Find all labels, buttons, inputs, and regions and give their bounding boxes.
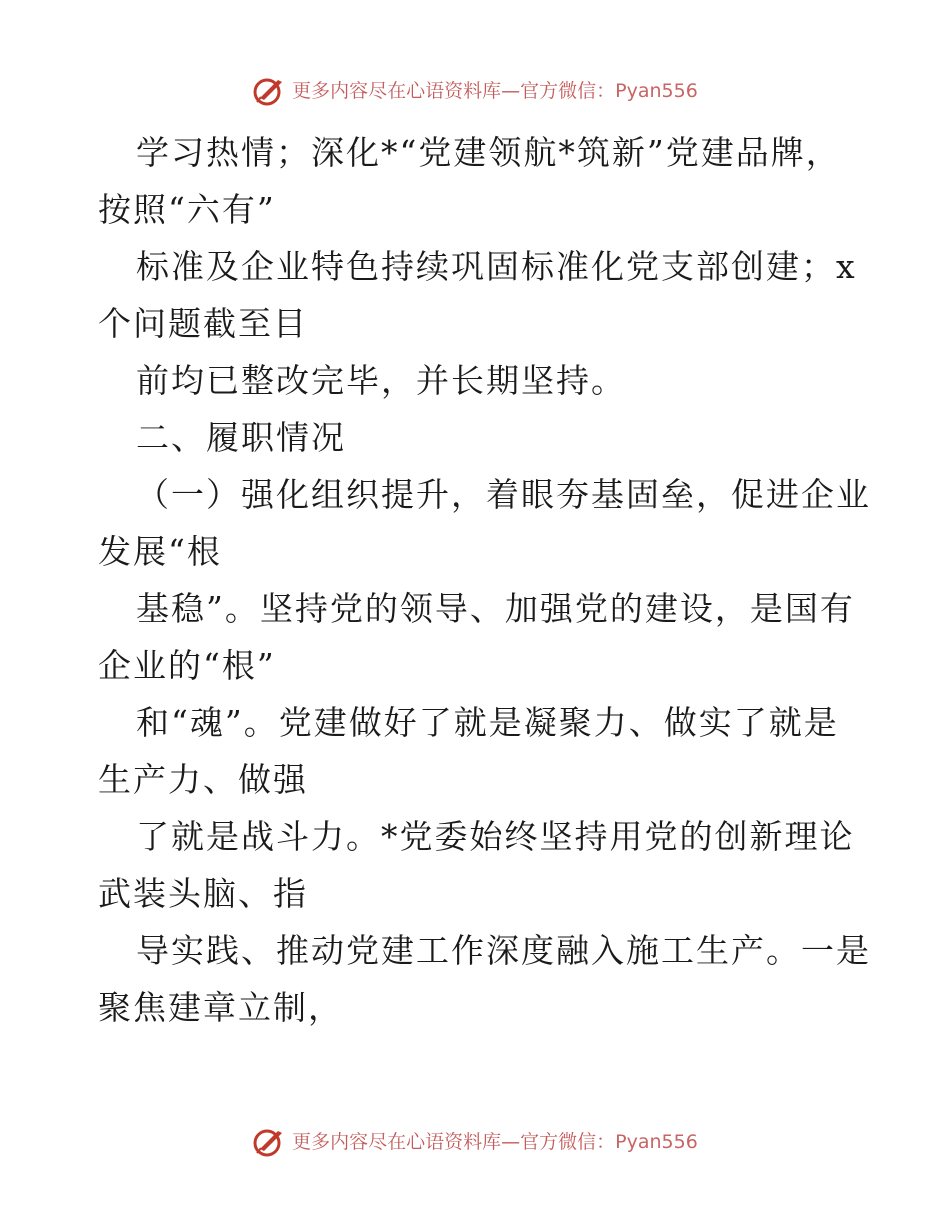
text-line: 生产力、做强 [98, 760, 308, 799]
text-line: 学习热情；深化*“党建领航*筑新”党建品牌， [136, 133, 841, 172]
document-body [98, 124, 871, 1036]
text-line: （一）强化组织提升，着眼夯基固垒，促进企业 [136, 475, 871, 514]
footer-watermark [0, 1127, 950, 1157]
text-line: 个问题截至目 [98, 304, 308, 343]
text-line: 按照“六有” [98, 190, 276, 229]
section-heading: 二、履职情况 [136, 418, 346, 457]
text-line: 发展“根 [98, 532, 222, 571]
quill-logo-icon [252, 1127, 286, 1157]
text-line: 前均已整改完毕，并长期坚持。 [136, 361, 626, 400]
watermark-text: 更多内容尽在心语资料库—官方微信：Pyan556 [292, 1131, 698, 1153]
watermark-text: 更多内容尽在心语资料库—官方微信：Pyan556 [292, 80, 698, 102]
text-line: 了就是战斗力。*党委始终坚持用党的创新理论 [136, 817, 855, 856]
text-line: 和“魂”。党建做好了就是凝聚力、做实了就是 [136, 703, 839, 742]
text-line: 武装头脑、指 [98, 874, 308, 913]
text-line: 聚焦建章立制， [98, 988, 343, 1027]
text-line: 企业的“根” [98, 646, 276, 685]
text-line: 基稳”。坚持党的领导、加强党的建设，是国有 [136, 589, 855, 628]
text-line: 标准及企业特色持续巩固标准化党支部创建；x [136, 247, 857, 286]
text-line: 导实践、推动党建工作深度融入施工生产。一是 [136, 931, 871, 970]
header-watermark [0, 76, 950, 106]
quill-logo-icon [252, 76, 286, 106]
